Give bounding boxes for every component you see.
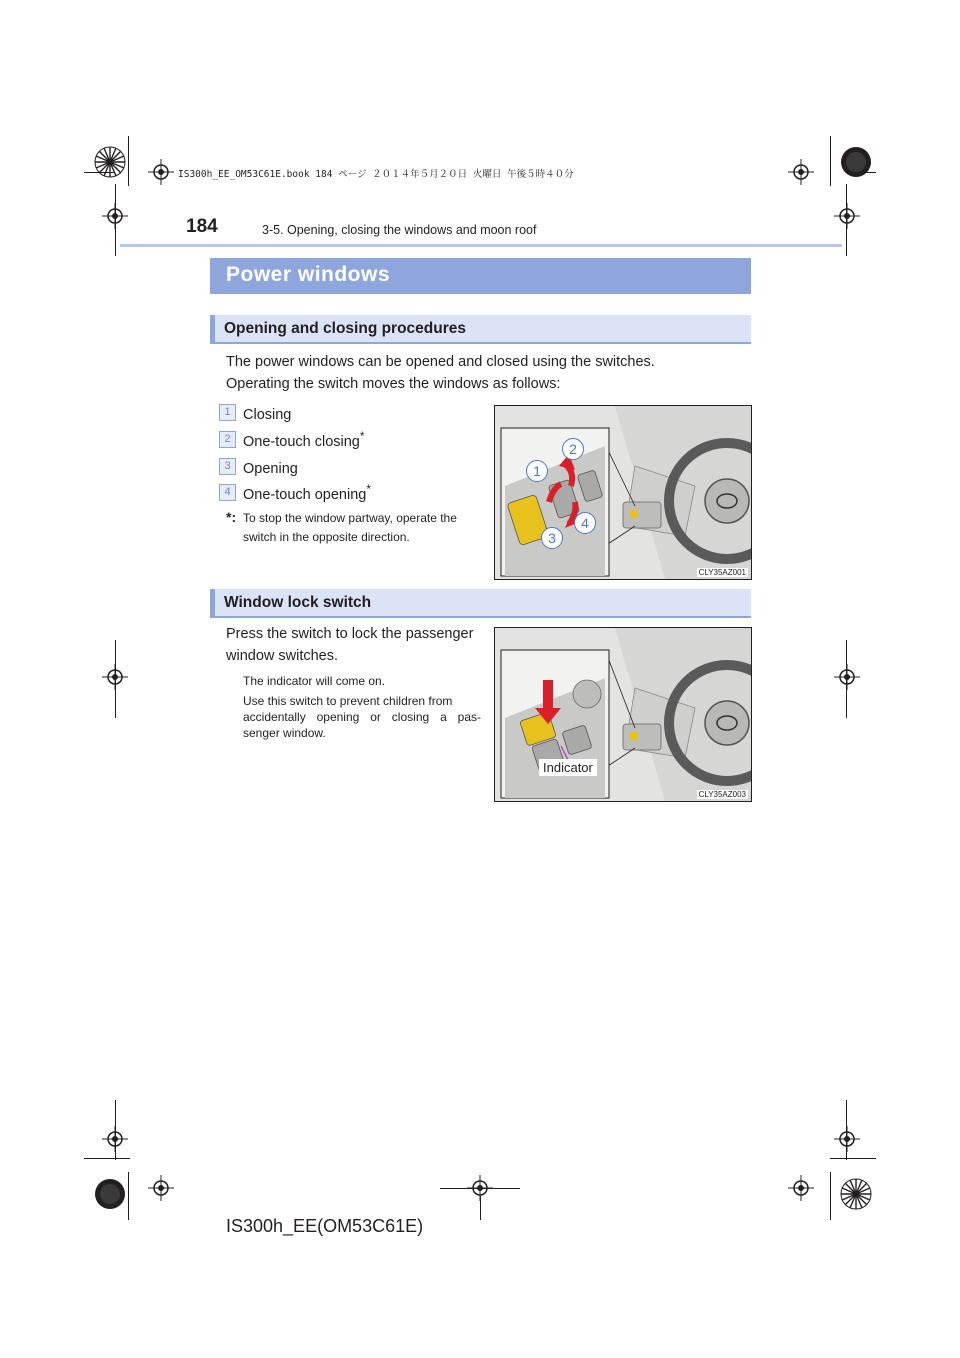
car-interior-drawing bbox=[495, 628, 751, 801]
callout-marker: 2 bbox=[562, 438, 584, 460]
page-number: 184 bbox=[186, 216, 218, 237]
lock-body-line-1: Press the switch to lock the passenger bbox=[226, 626, 474, 642]
subsection-heading-text: Opening and closing procedures bbox=[224, 320, 467, 337]
figure-code: CLY35AZ001 bbox=[698, 568, 746, 577]
callout-marker: 3 bbox=[541, 527, 563, 549]
lock-note-2 bbox=[243, 693, 481, 741]
lock-note-2-line-3: senger window. bbox=[243, 726, 326, 740]
car-interior-drawing bbox=[495, 406, 751, 579]
footnote-marker: *: bbox=[226, 509, 237, 525]
step-number-badge: 3 bbox=[219, 458, 236, 475]
callout-marker: 4 bbox=[574, 512, 596, 534]
lock-note-2-line-2: accidentally opening or closing a pas- bbox=[243, 710, 481, 724]
step-asterisk: * bbox=[366, 482, 372, 496]
print-info-line: IS300h_EE_OM53C61E.book 184 ページ ２０１４年５月２０日 火曜日 午後５時４０分 bbox=[178, 169, 574, 180]
header-divider bbox=[120, 244, 842, 247]
page-title: Power windows bbox=[226, 263, 391, 286]
solid-mark-icon bbox=[840, 146, 872, 178]
window-switch-illustration bbox=[494, 405, 752, 580]
lock-note-2-line-1: Use this switch to prevent children from bbox=[243, 694, 453, 708]
intro-line-1: The power windows can be opened and closed using the switches. bbox=[226, 354, 655, 370]
subsection-heading-text: Window lock switch bbox=[224, 594, 372, 611]
crosshair-mark-icon bbox=[788, 1175, 814, 1201]
figure-code: CLY35AZ003 bbox=[698, 790, 746, 799]
subsection-heading-window-lock bbox=[210, 589, 751, 617]
crosshair-mark-icon bbox=[148, 159, 174, 185]
step-asterisk: * bbox=[359, 429, 365, 443]
lock-body-line-2: window switches. bbox=[226, 648, 339, 664]
crosshair-mark-icon bbox=[834, 1126, 860, 1152]
step-label: Opening bbox=[243, 460, 298, 477]
step-number-badge: 1 bbox=[219, 404, 236, 421]
lock-note-1: The indicator will come on. bbox=[243, 674, 386, 688]
footnote-line-1: To stop the window partway, operate the bbox=[243, 511, 457, 525]
intro-line-2: Operating the switch moves the windows as follows: bbox=[226, 376, 561, 392]
sunburst-mark-icon bbox=[840, 1178, 872, 1210]
crosshair-mark-icon bbox=[148, 1175, 174, 1201]
section-title-bar bbox=[210, 258, 751, 294]
step-label: One-touch opening bbox=[243, 486, 367, 503]
solid-mark-icon bbox=[94, 1178, 126, 1210]
step-number-badge: 2 bbox=[219, 431, 236, 448]
crosshair-mark-icon bbox=[834, 664, 860, 690]
footnote-line-2: switch in the opposite direction. bbox=[243, 530, 410, 544]
chapter-title: 3-5. Opening, closing the windows and moon roof bbox=[262, 223, 537, 237]
callout-marker: 1 bbox=[526, 460, 548, 482]
subsection-heading-opening-closing bbox=[210, 315, 751, 343]
window-lock-illustration bbox=[494, 627, 752, 802]
crosshair-mark-icon bbox=[788, 159, 814, 185]
indicator-label: Indicator bbox=[539, 759, 597, 776]
step-number-badge: 4 bbox=[219, 484, 236, 501]
sunburst-mark-icon bbox=[94, 146, 126, 178]
step-label: One-touch closing bbox=[243, 433, 360, 450]
document-code-footer: IS300h_EE(OM53C61E) bbox=[226, 1216, 424, 1236]
step-label: Closing bbox=[243, 406, 292, 423]
crosshair-mark-icon bbox=[834, 203, 860, 229]
